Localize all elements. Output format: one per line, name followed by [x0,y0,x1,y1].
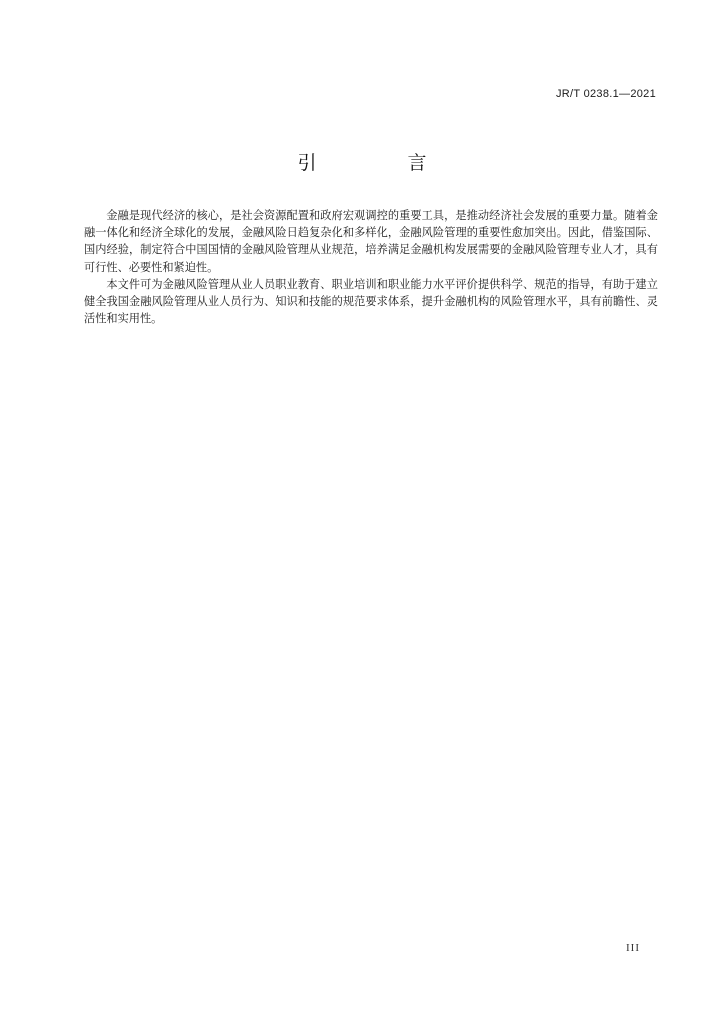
section-title: 引 言 [297,152,463,174]
paragraph: 金融是现代经济的核心，是社会资源配置和政府宏观调控的重要工具，是推动经济社会发展的重要力量。随着金融一体化和经济全球化的发展，金融风险日趋复杂化和多样化，金融风险管理的重要性愈加突出。因此，借鉴国际、国内经验，制定符合中国国情的金融风险管理从业规范，培养满足金融机构发展需要的金融风险管理专业人才，具有可行性、必要性和紧迫性。 [84,209,658,274]
body-text [84,207,658,327]
paragraph: 本文件可为金融风险管理从业人员职业教育、职业培训和职业能力水平评价提供科学、规范的指导，有助于建立健全我国金融风险管理从业人员行为、知识和技能的规范要求体系，提升金融机构的风险管理水平，具有前瞻性、灵活性和实用性。 [84,277,658,326]
standard-code: JR/T 0238.1—2021 [556,88,656,100]
page-number: III [626,942,640,954]
